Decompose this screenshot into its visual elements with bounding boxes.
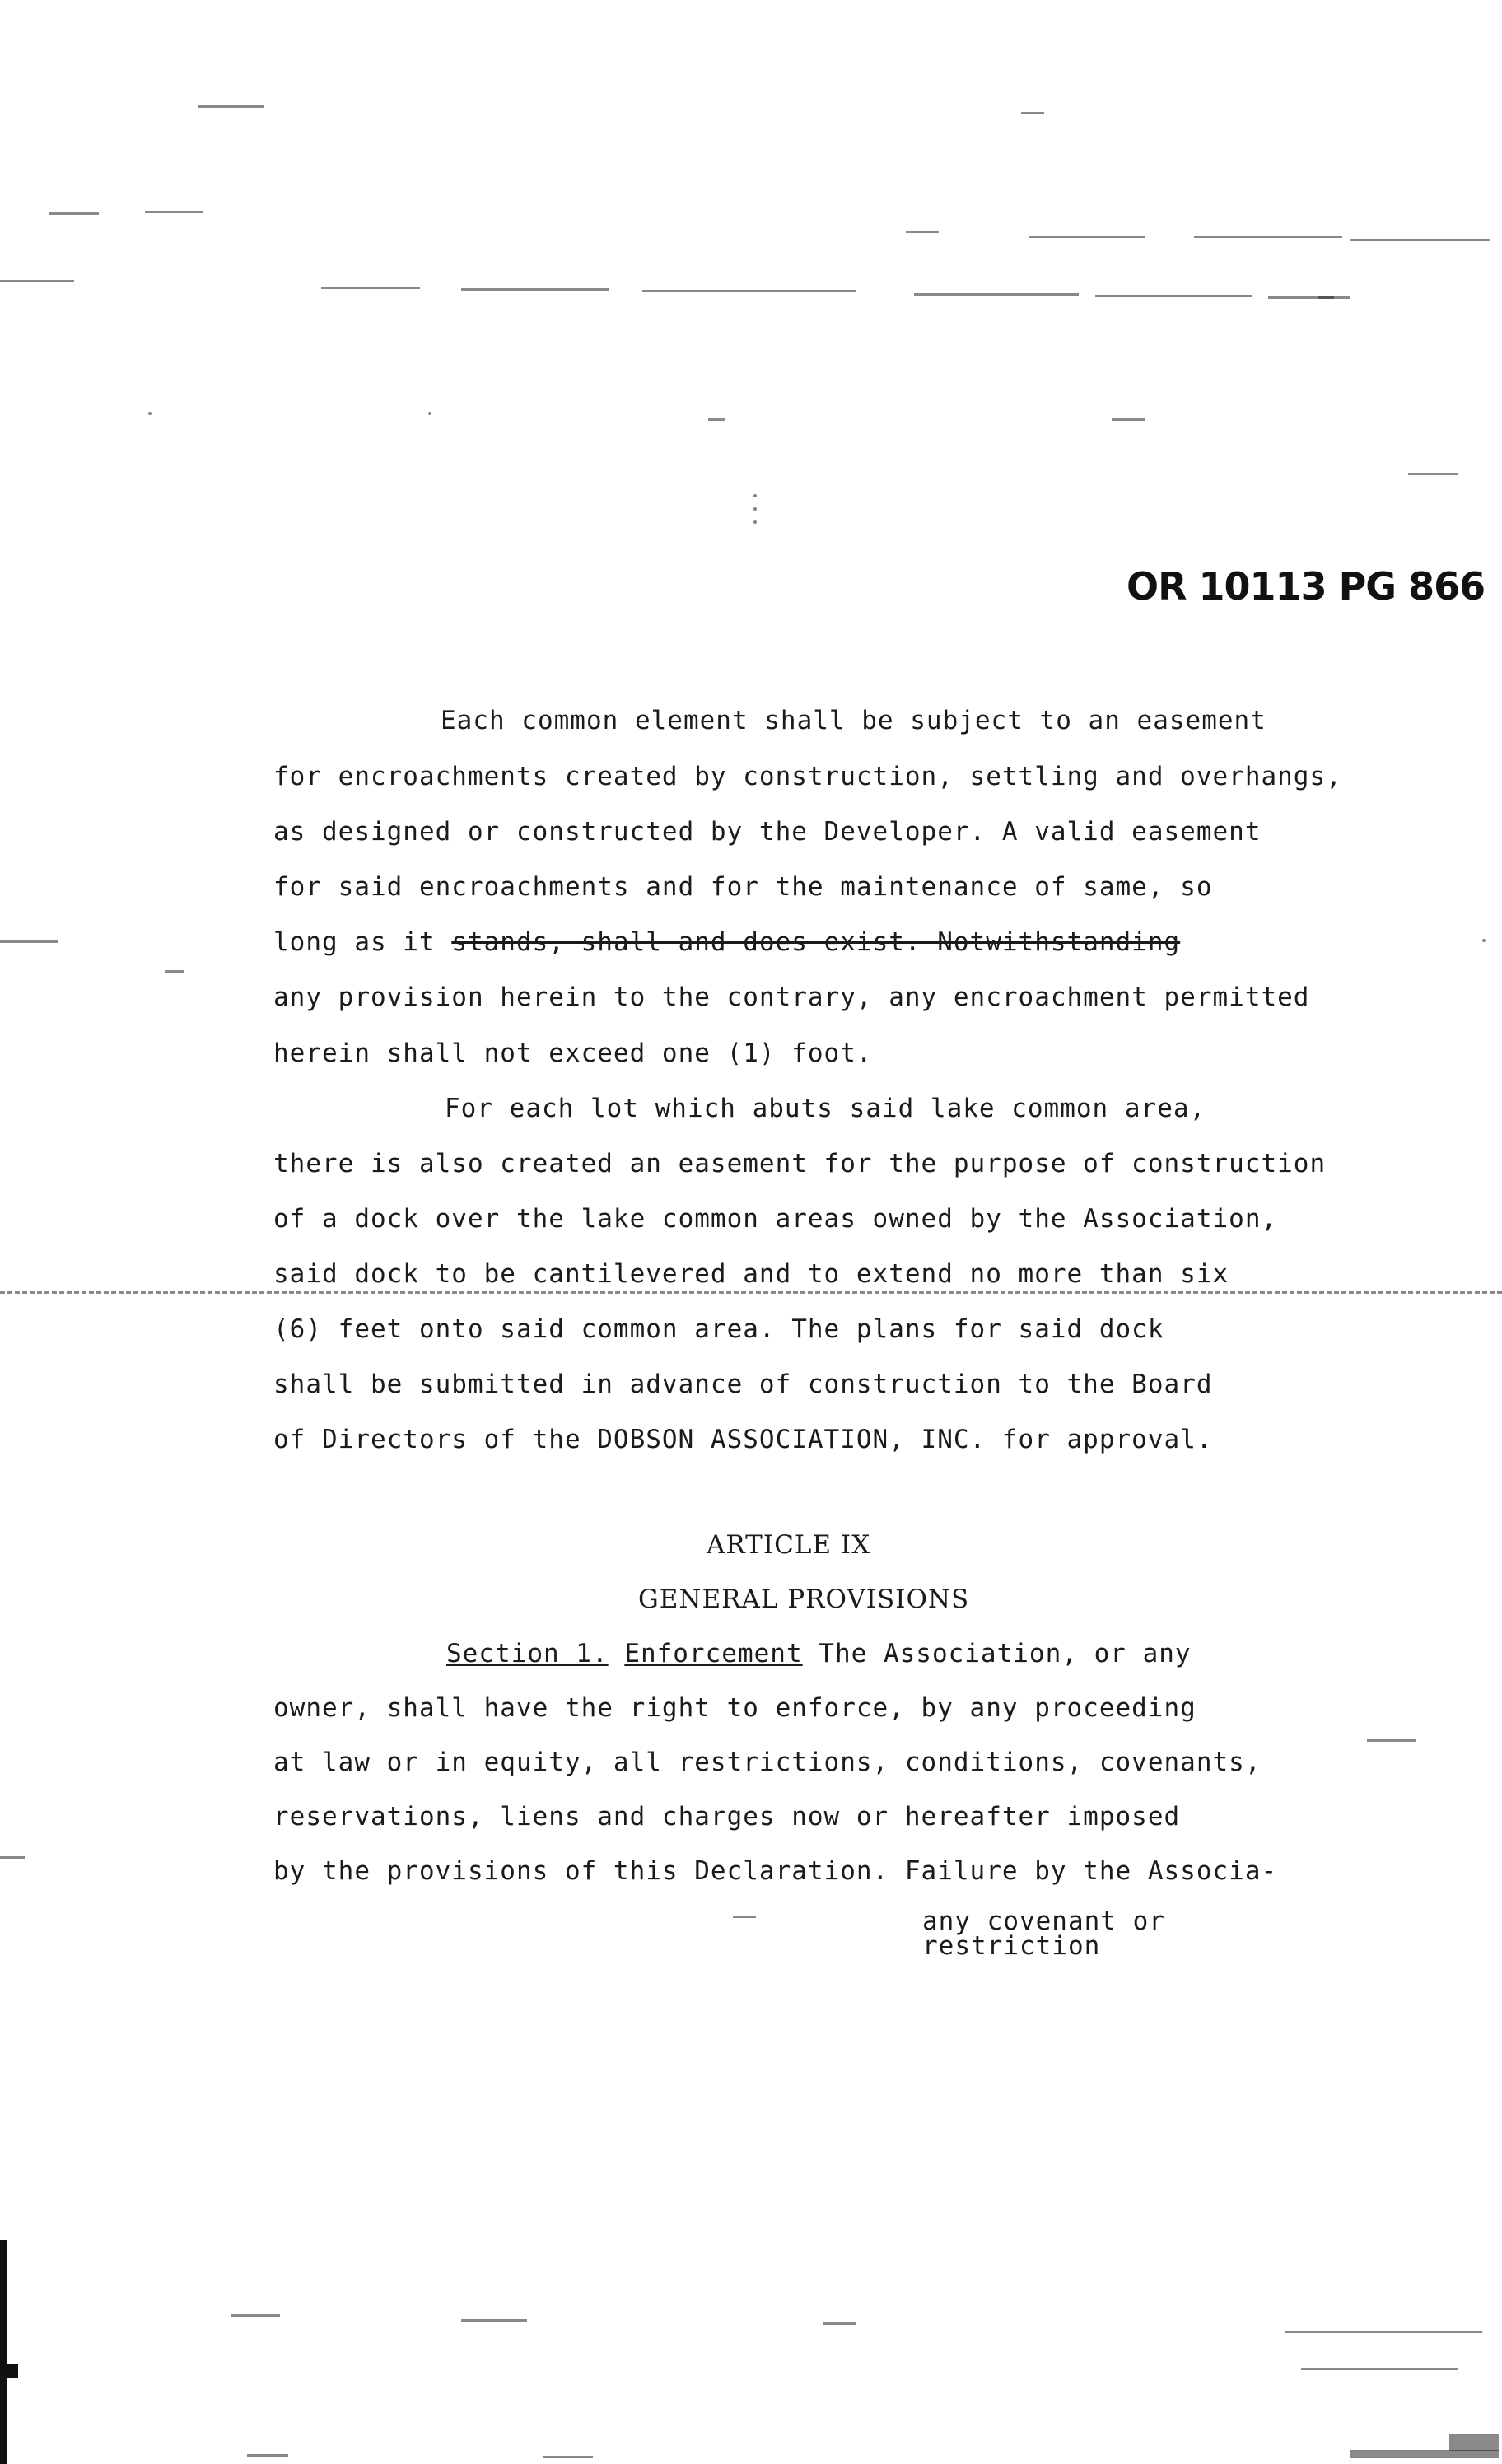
scan-noise <box>1350 239 1490 241</box>
scan-noise <box>1482 939 1486 942</box>
text-line: for encroachments created by construction, settling and overhangs, <box>273 762 1342 791</box>
cut-off-text-line: any covenant or restriction <box>922 1906 1165 1961</box>
scan-noise <box>0 1856 25 1859</box>
scan-noise <box>1285 2331 1482 2333</box>
text-line: said dock to be cantilevered and to extend no more than six <box>273 1259 1229 1289</box>
text-line: for said encroachments and for the maintenance of same, so <box>273 872 1213 902</box>
section-label: Section 1. <box>446 1639 609 1668</box>
scan-noise <box>1318 296 1350 299</box>
scan-noise <box>145 211 203 213</box>
text-line: For each lot which abuts said lake common area, <box>445 1094 1206 1123</box>
scan-noise <box>0 940 58 943</box>
scan-noise <box>1367 1739 1416 1742</box>
scan-noise <box>49 212 99 215</box>
text-line: there is also created an easement for the purpose of construction <box>273 1149 1327 1178</box>
scan-noise <box>1449 2434 1499 2451</box>
scan-noise <box>733 1916 756 1918</box>
scan-noise <box>753 494 757 497</box>
book-page-stamp: OR 10113 PG 866 <box>1126 564 1486 609</box>
scan-noise <box>321 287 420 289</box>
scan-fold-line <box>0 1291 1502 1294</box>
text-line: at law or in equity, all restrictions, conditions, covenants, <box>273 1748 1262 1777</box>
text-line: by the provisions of this Declaration. Failure by the Associa- <box>273 1856 1278 1886</box>
scan-noise <box>461 2319 527 2322</box>
scan-noise <box>1021 112 1044 114</box>
scan-noise <box>642 290 856 292</box>
scan-noise <box>1112 418 1145 421</box>
text-line: of a dock over the lake common areas owned by the Association, <box>273 1204 1278 1234</box>
scan-noise <box>753 507 757 511</box>
scan-noise <box>1408 473 1458 475</box>
scan-noise <box>906 231 939 233</box>
section-first-line: The Association, or any <box>819 1639 1192 1668</box>
text-line-struck <box>273 927 1180 957</box>
text-line: (6) feet onto said common area. The plans for said dock <box>273 1314 1164 1344</box>
scan-noise <box>708 418 725 421</box>
scan-noise <box>165 970 184 973</box>
scan-noise <box>247 2454 288 2457</box>
scan-noise <box>1350 2450 1499 2458</box>
scan-noise <box>198 105 264 108</box>
scan-noise <box>428 412 431 415</box>
scan-noise <box>914 293 1079 296</box>
scan-noise <box>231 2314 280 2317</box>
kept-text: long as it <box>273 927 436 957</box>
text-line: of Directors of the DOBSON ASSOCIATION, INC. for approval. <box>273 1425 1213 1454</box>
scan-noise <box>1029 236 1145 238</box>
section-title: Enforcement <box>624 1639 803 1668</box>
section-heading-line <box>446 1639 1192 1668</box>
scan-noise <box>753 520 757 524</box>
text-line: herein shall not exceed one (1) foot. <box>273 1038 873 1068</box>
scan-noise <box>148 412 152 415</box>
scan-noise <box>1095 295 1252 297</box>
article-subheading: GENERAL PROVISIONS <box>638 1584 970 1614</box>
scan-noise <box>1301 2368 1458 2370</box>
scan-edge-mark <box>0 2240 7 2464</box>
scan-noise <box>1194 236 1342 238</box>
text-line: any provision herein to the contrary, any encroachment permitted <box>273 982 1310 1012</box>
scan-edge-mark <box>7 2364 18 2378</box>
text-line: reservations, liens and charges now or hereafter imposed <box>273 1802 1181 1832</box>
text-line: as designed or constructed by the Developer. A valid easement <box>273 817 1262 847</box>
text-line: owner, shall have the right to enforce, by any proceeding <box>273 1693 1196 1723</box>
text-line: Each common element shall be subject to an easement <box>441 706 1266 735</box>
struck-text: stands, shall and does exist. Notwithstanding <box>451 927 1181 957</box>
scan-noise <box>823 2322 856 2325</box>
scan-noise <box>461 288 609 291</box>
article-heading: ARTICLE IX <box>707 1530 871 1560</box>
text-line: shall be submitted in advance of construction to the Board <box>273 1370 1213 1399</box>
scan-noise <box>0 280 74 282</box>
scan-noise <box>543 2456 593 2458</box>
